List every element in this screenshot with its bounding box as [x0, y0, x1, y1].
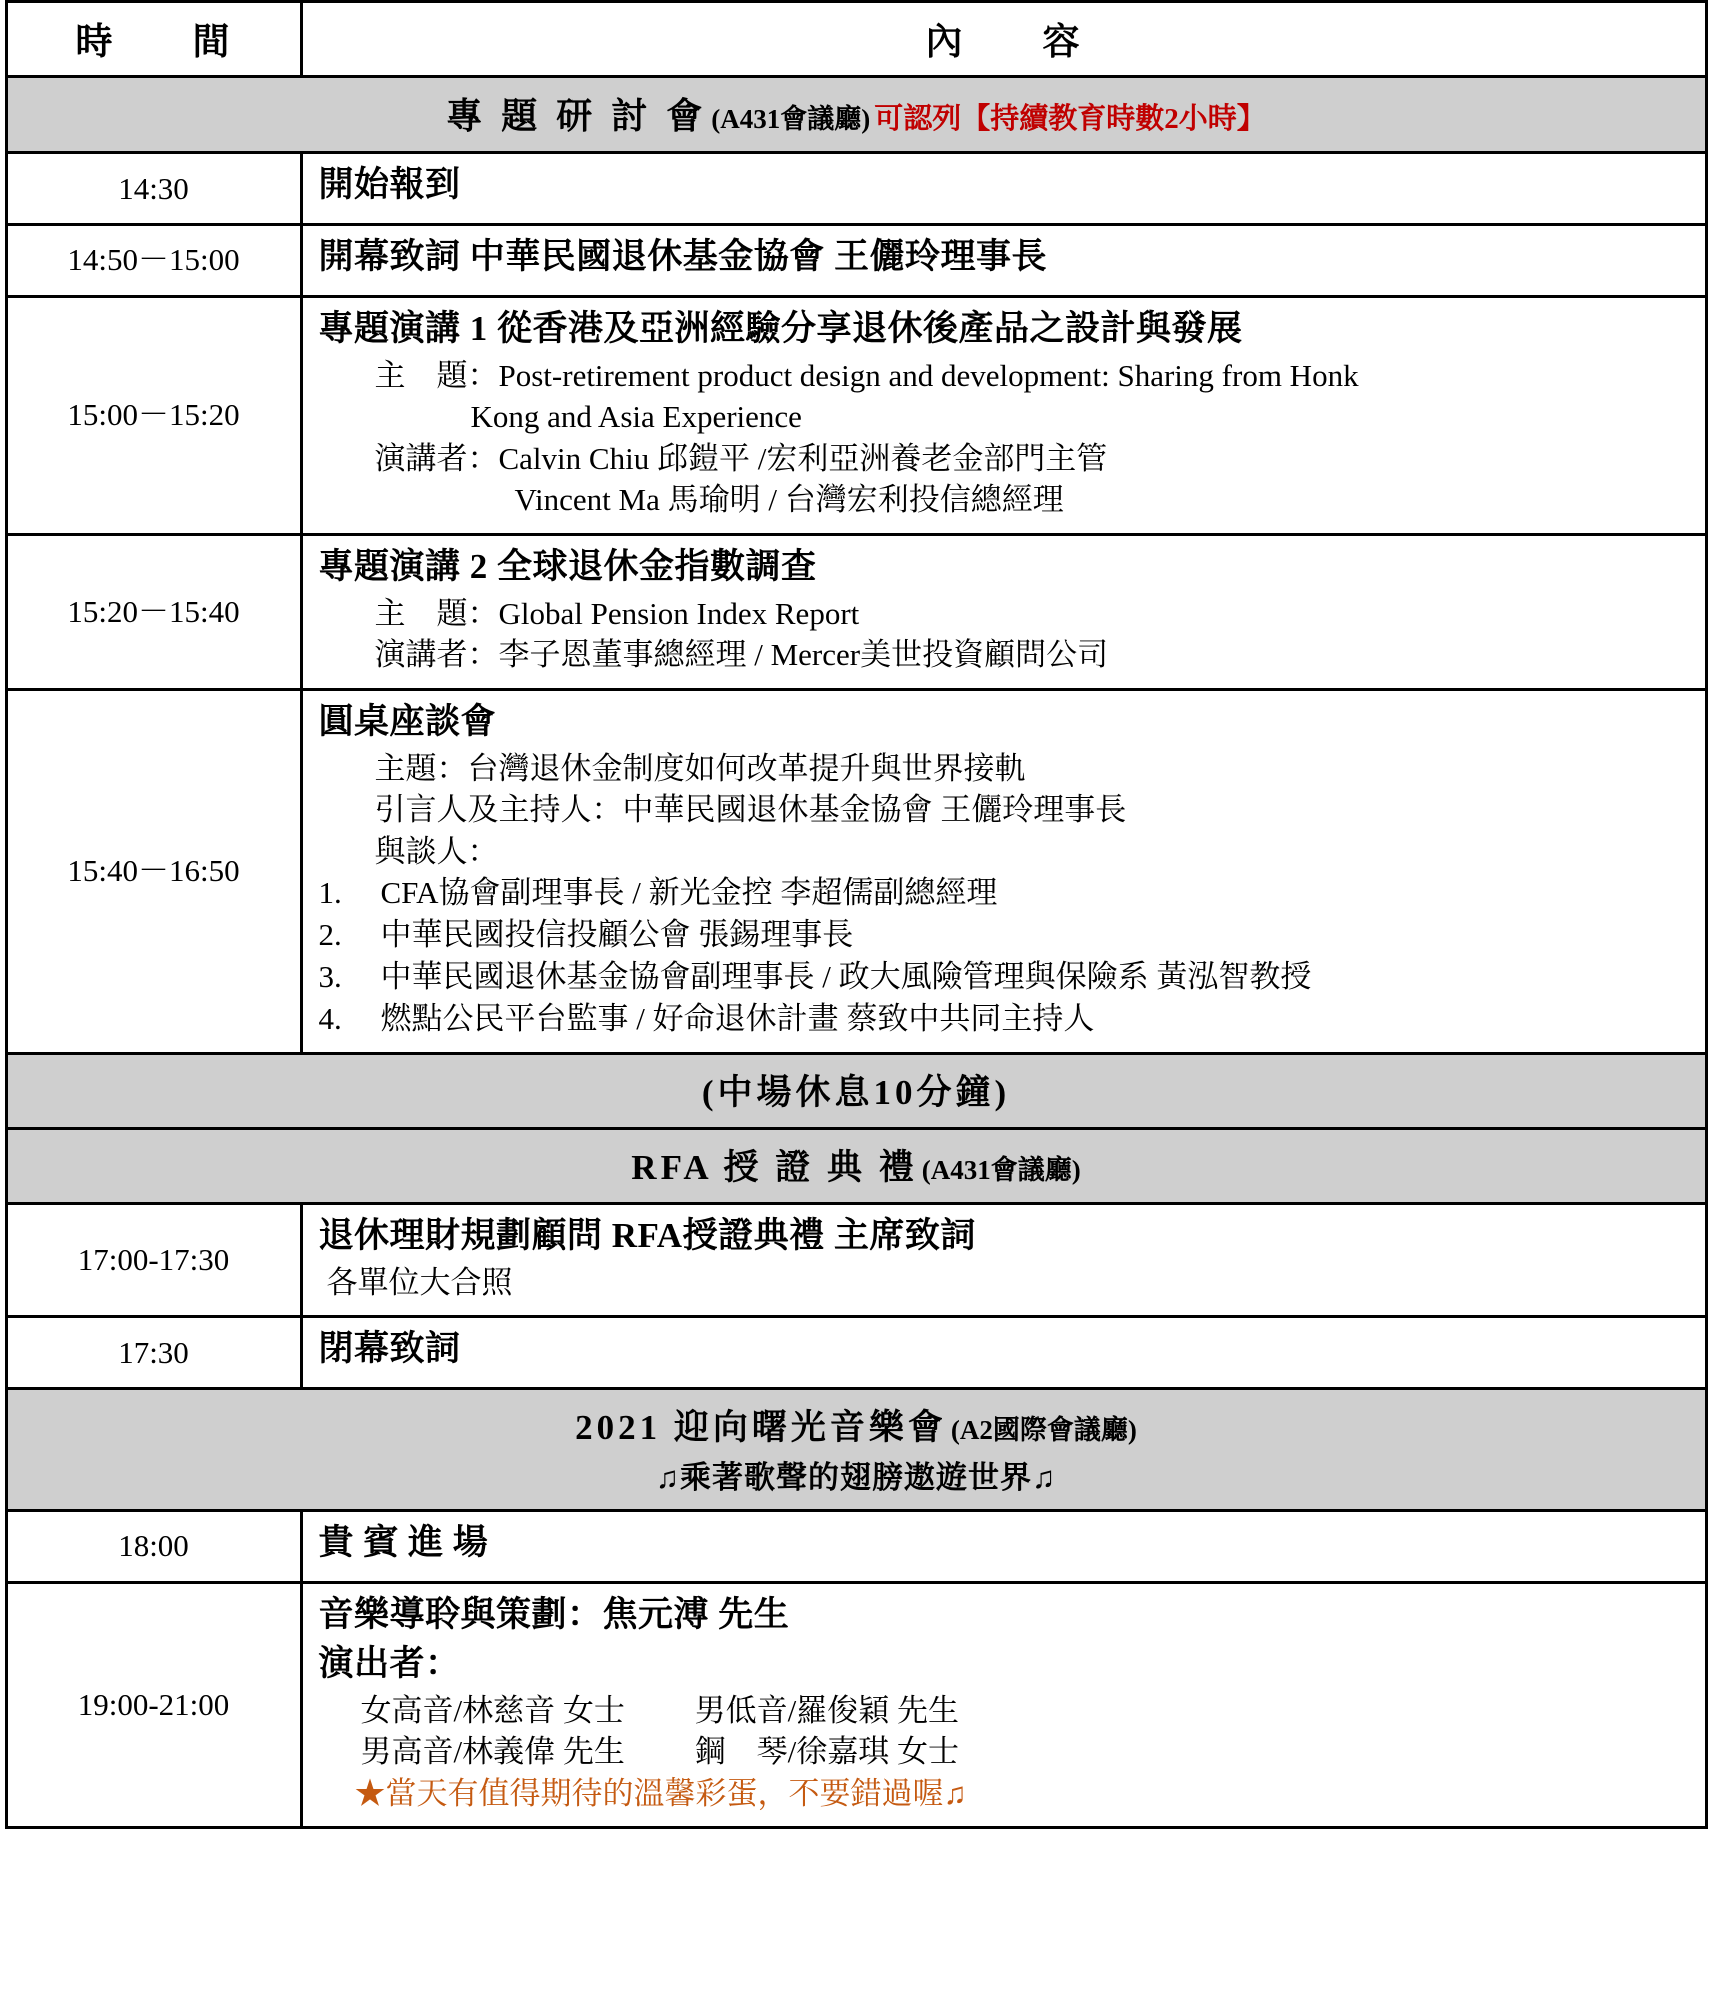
table-row — [6, 689, 1706, 1053]
list-item-number: 1. — [318, 875, 342, 911]
row-title: 開幕致詞 中華民國退休基金協會 王儷玲理事長 — [318, 236, 1048, 276]
row-time: 19:00-21:00 — [6, 1582, 301, 1827]
row-title: 專題演講 2 全球退休金指數調查 — [318, 546, 817, 586]
row-title: 專題演講 1 從香港及亞洲經驗分享退休後產品之設計與發展 — [318, 308, 1243, 348]
list-item — [319, 872, 1695, 914]
band-rfa — [6, 1128, 1706, 1203]
band-concert-title: 2021 迎向曙光音樂會 — [575, 1407, 947, 1447]
row-detail: 引言人及主持人：中華民國退休基金協會 王儷玲理事長 — [374, 792, 1127, 828]
row-title: 閉幕致詞 — [318, 1329, 461, 1369]
row-detail: 主題：台灣退休金制度如何改革提升與世界接軌 — [374, 750, 1026, 786]
list-item — [319, 956, 1695, 998]
band-concert-row — [6, 1388, 1706, 1510]
band-rfa-row — [6, 1128, 1706, 1203]
list-item-label: 中華民國退休基金協會副理事長 / 政大風險管理與保險系 黃泓智教授 — [380, 958, 1312, 994]
row-detail: Kong and Asia Experience — [470, 399, 802, 435]
table-row — [6, 1510, 1706, 1582]
row-content — [301, 1203, 1706, 1316]
band-break-row — [6, 1053, 1706, 1128]
list-item-number: 4. — [318, 1000, 342, 1036]
band-rfa-title: RFA 授 證 典 禮 — [631, 1147, 918, 1187]
band-concert — [6, 1388, 1706, 1510]
list-item-number: 3. — [318, 958, 342, 994]
table-row — [6, 1317, 1706, 1389]
band-break-label: (中場休息10分鐘) — [701, 1072, 1011, 1112]
row-content — [301, 534, 1706, 689]
row-content — [301, 1317, 1706, 1389]
table-row — [6, 296, 1706, 534]
band-seminar-note: 可認列【持續教育時數2小時】 — [874, 103, 1266, 135]
list-item-label: 中華民國投信投顧公會 張錫理事長 — [380, 917, 854, 953]
row-time: 15:40－16:50 — [6, 689, 301, 1053]
row-time: 18:00 — [6, 1510, 301, 1582]
row-detail: 與談人： — [374, 833, 499, 869]
table-row — [6, 153, 1706, 225]
list-item-label: 燃點公民平台監事 / 好命退休計畫 蔡致中共同主持人 — [380, 1000, 1095, 1036]
row-title: 圓桌座談會 — [318, 701, 497, 741]
list-item — [319, 998, 1695, 1040]
row-title: 貴 賓 進 場 — [318, 1522, 489, 1562]
row-time: 17:00-17:30 — [6, 1203, 301, 1316]
row-content — [301, 1510, 1706, 1582]
table-row — [6, 224, 1706, 296]
row-content — [301, 689, 1706, 1053]
table-row — [6, 1582, 1706, 1827]
row-title: 開始報到 — [318, 165, 461, 204]
row-title: 音樂導聆與策劃：焦元溥 先生 — [318, 1594, 790, 1634]
band-seminar-venue: (A431會議廳) — [711, 104, 871, 134]
header-time: 時 間 — [6, 2, 301, 77]
table-header-row — [6, 2, 1706, 77]
row-title: 退休理財規劃顧問 RFA授證典禮 主席致詞 — [318, 1215, 976, 1255]
band-seminar — [6, 77, 1706, 153]
row-content — [301, 296, 1706, 534]
row-content — [301, 1582, 1706, 1827]
row-detail: 演講者：李子恩董事總經理 / Mercer美世投資顧問公司 — [374, 637, 1109, 673]
special-note: ★當天有值得期待的溫馨彩蛋，不要錯過喔♫ — [354, 1775, 967, 1811]
agenda-table — [5, 0, 1708, 1829]
table-row — [6, 1203, 1706, 1316]
row-subtitle: 演出者： — [318, 1643, 461, 1683]
performer-line: 男高音/林義偉 先生 鋼 琴/徐嘉琪 女士 — [360, 1734, 959, 1770]
band-seminar-row — [6, 77, 1706, 153]
row-detail: Vincent Ma 馬瑜明 / 台灣宏利投信總經理 — [514, 482, 1064, 518]
row-time: 15:20－15:40 — [6, 534, 301, 689]
band-rfa-venue: (A431會議廳) — [921, 1154, 1081, 1185]
row-content — [301, 153, 1706, 225]
list-item — [319, 914, 1695, 956]
row-time: 15:00－15:20 — [6, 296, 301, 534]
performer-line: 女高音/林慈音 女士 男低音/羅俊穎 先生 — [360, 1692, 959, 1728]
row-detail: 主 題：Global Pension Index Report — [374, 595, 860, 631]
row-time: 17:30 — [6, 1317, 301, 1389]
table-row — [6, 534, 1706, 689]
band-seminar-title: 專 題 研 討 會 — [446, 96, 708, 136]
row-detail: 各單位大合照 — [326, 1264, 513, 1300]
band-concert-venue: (A2國際會議廳) — [950, 1414, 1137, 1445]
row-detail: 主 題：Post-retirement product design and development: Sharing from Honk — [374, 357, 1359, 393]
row-time: 14:30 — [6, 153, 301, 225]
list-item-label: CFA協會副理事長 / 新光金控 李超儒副總經理 — [380, 875, 998, 911]
row-content — [301, 224, 1706, 296]
list-item-number: 2. — [318, 917, 342, 953]
band-concert-subtitle: ♫乘著歌聲的翅膀遨遊世界♫ — [655, 1459, 1057, 1495]
band-break — [6, 1053, 1706, 1128]
row-time: 14:50－15:00 — [6, 224, 301, 296]
header-content: 內 容 — [301, 2, 1706, 77]
row-detail: 演講者：Calvin Chiu 邱鎧平 /宏利亞洲養老金部門主管 — [374, 440, 1108, 476]
panelist-list — [319, 872, 1695, 1039]
